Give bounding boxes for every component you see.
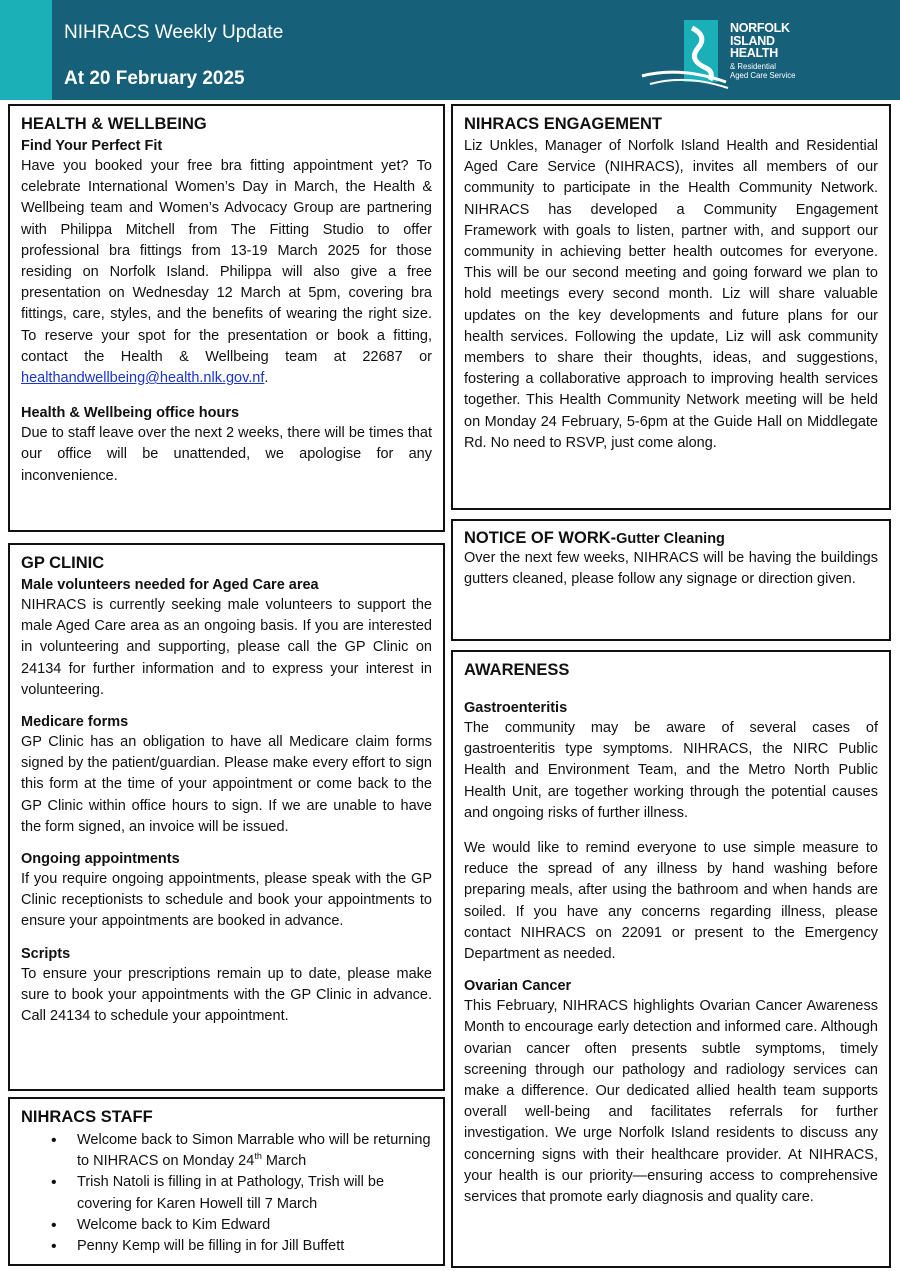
section-heading: GP CLINIC [21,554,105,572]
newsletter-date: At 20 February 2025 [64,68,245,89]
ordinal-suffix: th [254,1151,262,1162]
subheading-ongoing: Ongoing appointments [21,851,180,868]
subheading-scripts: Scripts [21,945,71,962]
health-wellbeing-section [8,104,445,532]
staff-list [21,1130,432,1257]
list-item: • Trish Natoli is filling in at Pathology, Trish will be covering for Karen Howell till 7 March [21,1172,432,1214]
section-heading [464,529,878,548]
engagement-paragraph: Liz Unkles, Manager of Norfolk Island Health and Residential Aged Care Service (NIHRACS), invites all members of our community to participate in the Health Community Network. NIHRACS has developed a Community Engagement Framework with goals to listen, partner with, and support our community in achieving better health outcomes for everyone. This will be our second meeting and going forward we plan to hold meetings every second month. Liz will share valuable updates on the key developments and future plans for our health services. Following the update, Liz will ask community members to share their thoughts, ideas, and suggestions, fostering a collaborative approach to improving health services together. This Health Community Network meeting will be held on Monday 24 February, 5-6pm at the Guide Hall on Middlegate Rd. No need to RSVP, just come along. [464,138,878,451]
section-heading: AWARENESS [464,661,570,679]
notice-paragraph: Over the next few weeks, NIHRACS will be having the buildings gutters cleaned, please follow any signage or direction given. [464,550,878,588]
logo-line-1: NORFOLK [730,21,790,35]
section-heading: NIHRACS ENGAGEMENT [464,115,663,133]
medicare-paragraph: GP Clinic has an obligation to have all Medicare claim forms signed by the patient/guardian. Please make every effort to sign this form at the time of your appointment or come back to the GP Clinic within office hours to sign. If we are unable to have the form signed, an invoice will be issued. [21,734,432,835]
hygiene-paragraph: We would like to remind everyone to use simple measure to reduce the spread of any illness by hand washing before preparing meals, after using the bathroom and when hands are soiled. If you have any concerns regarding illness, please contact NIHRACS on 22091 or present to the Emergency Department as needed. [464,840,878,963]
ongoing-paragraph: If you require ongoing appointments, please speak with the GP Clinic receptionists to schedule and book your appointments to ensure your appointments are booked in advance. [21,871,432,930]
header-banner [0,0,900,100]
ovarian-paragraph: This February, NIHRACS highlights Ovarian Cancer Awareness Month to encourage early detection and informed care. Although ovarian cancer often presents subtle symptoms, timely screening through our pathology and radiology services can make a difference. Our dedicated allied health team supports overall well-being and facilitates referrals for further investigation. We urge Norfolk Island residents to discuss any concerning signs with their healthcare provider. At NIHRACS, your health is our priority—ensuring access to comprehensive services that promote early diagnosis and quality care. [464,998,878,1206]
perfect-fit-text: Have you booked your free bra fitting appointment yet? To celebrate International Women’s Day in March, the Health & Wellbeing team and Women’s Advocacy Group are partnering with Philippa Mitchell from The Fitting Studio to offer professional bra fittings from 13-19 March 2025 for those residing on Norfolk Island. Philippa will also give a free presentation on Wednesday 12 March at 5pm, covering bra fittings, care, styles, and the benefits of wearing the right size. To reserve your spot for the presentation or book a fitting, contact the Health & Wellbeing team at 22687 or [21,158,432,365]
list-item [21,1130,432,1172]
gp-clinic-section [8,543,445,1091]
email-suffix: . [264,370,269,387]
staff-item-text: Welcome back to Simon Marrable who will be returning to NIHRACS on Monday 24 [77,1132,431,1170]
office-hours-paragraph: Due to staff leave over the next 2 weeks, there will be times that our office will be unattended, we apologise for any inconvenience. [21,425,432,484]
perfect-fit-paragraph [21,156,432,389]
list-item: • Penny Kemp will be filling in for Jill Buffett [21,1236,432,1257]
awareness-section [451,650,891,1268]
staff-item-text-end: March [261,1153,307,1170]
logo-subtitle [730,62,795,80]
section-heading: HEALTH & WELLBEING [21,115,207,133]
subheading-perfect-fit: Find Your Perfect Fit [21,138,163,154]
logo-wordmark [730,22,790,60]
notice-heading-text: NOTICE OF WORK- [464,529,617,547]
section-heading: NIHRACS STAFF [21,1108,153,1126]
logo-line-5: Aged Care Service [730,71,796,80]
newsletter-title: NIHRACS Weekly Update [64,22,284,43]
logo-line-3: HEALTH [730,46,778,60]
notice-of-work-section [451,519,891,641]
logo-line-4: & Residential [730,62,776,71]
subheading-gastro: Gastroenteritis [464,700,568,716]
wellbeing-email-link[interactable]: healthandwellbeing@health.nlk.gov.nf [21,370,265,387]
subheading-volunteers: Male volunteers needed for Aged Care area [21,577,319,593]
subheading-medicare: Medicare forms [21,714,129,731]
engagement-section [451,104,891,510]
notice-heading-sub: Gutter Cleaning [616,531,725,547]
list-item: • Welcome back to Kim Edward [21,1215,432,1236]
scripts-paragraph: To ensure your prescriptions remain up to date, please make sure to book your appointments with the GP Clinic in advance. Call 24134 to schedule your appointment. [21,965,432,1025]
logo-line-2: ISLAND [730,33,775,48]
subheading-ovarian: Ovarian Cancer [464,978,572,995]
volunteers-paragraph: NIHRACS is currently seeking male volunteers to support the male Aged Care area as an ongoing basis. If you are interested in volunteering and supporting, please call the GP Clinic on 24134 for further information and to express your interest in volunteering. [21,597,432,698]
header-accent-strip [0,0,52,100]
subheading-office-hours: Health & Wellbeing office hours [21,405,240,422]
gastro-paragraph: The community may be aware of several cases of gastroenteritis type symptoms. NIHRACS, the NIRC Public Health and Environment Team, and the Metro North Public Health Unit, are together working through the potential causes and ongoing risks of further illness. [464,720,878,821]
staff-section [8,1097,445,1266]
